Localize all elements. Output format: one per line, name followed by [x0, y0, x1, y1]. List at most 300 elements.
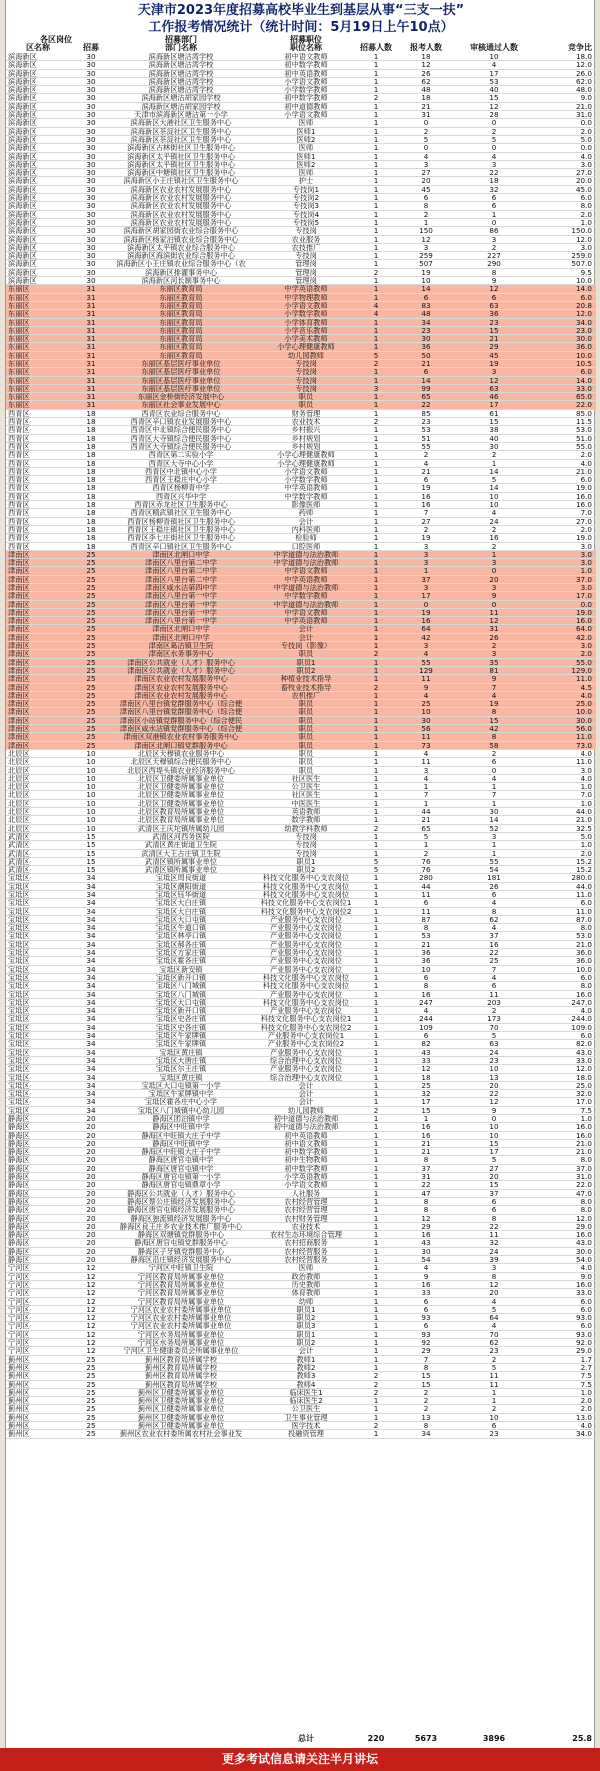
cell-num: 2 — [373, 94, 379, 103]
cell-dept: 宝坻区钰华街道 — [155, 890, 207, 899]
cell-apply: 87 — [421, 915, 431, 924]
cell-dept: 宝坻区牛家牌镇 — [155, 1040, 207, 1049]
cell-num: 1 — [373, 774, 379, 783]
cell-dept: 宝坻区大口屯镇第一小学 — [141, 1081, 221, 1090]
cell-ratio: 16.0 — [575, 501, 592, 510]
cell-post: 职员1 — [296, 857, 316, 866]
cell-apply: 1 — [423, 218, 429, 227]
cell-apply: 8 — [423, 924, 429, 933]
cell-district: 津南区 — [8, 625, 30, 634]
table-row — [6, 186, 596, 194]
cell-quota: 34 — [86, 1056, 96, 1065]
cell-num: 1 — [373, 442, 379, 451]
cell-num: 1 — [373, 799, 379, 808]
cell-post: 专技岗 — [295, 384, 317, 393]
cell-post: 专技岗4 — [292, 210, 320, 219]
cell-quota: 20 — [86, 1156, 96, 1165]
cell-quota: 10 — [86, 783, 96, 792]
table-row — [6, 1148, 596, 1156]
cell-dept: 静海区唐官屯镇中学 — [148, 1156, 214, 1165]
cell-apply: 22 — [421, 401, 431, 410]
cell-post: 小学音乐教师 — [284, 326, 328, 335]
cell-num: 1 — [373, 1164, 379, 1173]
total-pass: 3896 — [482, 1734, 506, 1743]
cell-apply: 19 — [421, 534, 431, 543]
cell-district: 宁河区 — [8, 1272, 30, 1281]
cell-quota: 34 — [86, 1106, 96, 1115]
cell-quota: 10 — [86, 791, 96, 800]
cell-post: 专技岗（影像） — [280, 642, 332, 651]
cell-pass: 18 — [489, 177, 499, 186]
cell-num: 1 — [373, 675, 379, 684]
table-row — [6, 1381, 596, 1389]
cell-ratio: 10.0 — [575, 708, 592, 717]
cell-pass: 7 — [491, 791, 497, 800]
cell-post: 专技岗 — [295, 376, 317, 385]
cell-dept: 宝坻区新开口镇 — [155, 1007, 207, 1016]
cell-apply: 36 — [421, 957, 431, 966]
cell-pass: 2 — [491, 542, 497, 551]
cell-pass: 21 — [489, 335, 499, 344]
cell-pass: 11 — [489, 1372, 499, 1381]
cell-quota: 30 — [86, 69, 96, 78]
cell-num: 1 — [373, 119, 379, 128]
cell-ratio: 85.0 — [575, 409, 592, 418]
cell-quota: 34 — [86, 907, 96, 916]
cell-apply: 11 — [421, 890, 431, 899]
table-row — [6, 1198, 596, 1206]
cell-pass: 7 — [491, 965, 497, 974]
cell-pass: 17 — [489, 401, 499, 410]
cell-pass: 16 — [489, 534, 499, 543]
cell-apply: 25 — [421, 700, 431, 709]
cell-ratio: 2.0 — [580, 127, 592, 136]
cell-num: 1 — [373, 53, 379, 61]
cell-district: 静海区 — [8, 1206, 30, 1215]
cell-quota: 25 — [86, 650, 96, 659]
cell-apply: 109 — [419, 1023, 433, 1032]
cell-district: 津南区 — [8, 584, 30, 592]
cell-apply: 54 — [421, 1256, 431, 1265]
table-row — [6, 1256, 596, 1264]
cell-district: 西青区 — [8, 484, 30, 493]
table-row — [6, 634, 596, 642]
cell-pass: 62 — [489, 1339, 499, 1348]
cell-dept: 西青区第二实验小学 — [148, 451, 214, 460]
cell-dept: 滨海新区农业农村发展服务中心 — [130, 202, 232, 211]
cell-post: 职员2 — [296, 1314, 316, 1323]
cell-district: 滨海新区 — [8, 53, 37, 61]
cell-pass: 4 — [491, 899, 497, 908]
cell-ratio: 27.0 — [575, 517, 592, 526]
cell-ratio: 16.0 — [575, 1131, 592, 1140]
cell-num: 1 — [373, 1222, 379, 1231]
cell-district: 津南区 — [8, 567, 30, 576]
cell-quota: 25 — [86, 600, 96, 609]
cell-district: 静海区 — [8, 1181, 30, 1190]
cell-apply: 11 — [421, 758, 431, 767]
table-row — [6, 916, 596, 924]
cell-dept: 宝坻区牛家牌镇中学 — [148, 1090, 214, 1099]
cell-district: 宝坻区 — [8, 949, 30, 958]
cell-dept: 津南区八里台第二中学 — [145, 567, 217, 576]
cell-dept: 西青区大寺中心小学 — [148, 459, 214, 468]
table-row — [6, 260, 596, 268]
cell-quota: 25 — [86, 592, 96, 601]
cell-num: 1 — [373, 1048, 379, 1057]
cell-pass: 61 — [489, 409, 499, 418]
cell-pass: 31 — [489, 625, 499, 634]
cell-pass: 3 — [491, 559, 497, 568]
cell-dept: 静海区良王庄乡农业技术推广服务中心 — [119, 1222, 243, 1231]
cell-pass: 63 — [489, 301, 499, 310]
cell-post: 医师 — [298, 169, 314, 178]
cell-pass: 6 — [491, 293, 497, 302]
cell-ratio: 8.0 — [580, 1156, 592, 1165]
cell-district: 宝坻区 — [8, 957, 30, 966]
cell-num: 1 — [373, 285, 379, 294]
cell-num: 1 — [373, 1247, 379, 1256]
cell-ratio: 3.0 — [580, 559, 592, 568]
cell-num: 1 — [373, 1065, 379, 1074]
cell-num: 1 — [373, 335, 379, 344]
table-row — [6, 443, 596, 451]
table-row — [6, 625, 596, 633]
table-row — [6, 1430, 596, 1438]
cell-ratio: 7.0 — [580, 509, 592, 518]
cell-quota: 18 — [86, 525, 96, 534]
cell-pass: 1 — [491, 1397, 497, 1406]
cell-apply: 21 — [421, 1139, 431, 1148]
cell-quota: 12 — [86, 1297, 96, 1306]
col-post-header: 职位名称 — [290, 43, 322, 52]
cell-dept: 宝坻区郝各庄镇 — [155, 940, 207, 949]
cell-num: 1 — [373, 849, 379, 858]
cell-num: 1 — [373, 525, 379, 534]
cell-ratio: 13.0 — [575, 1413, 592, 1422]
cell-ratio: 0.0 — [580, 119, 592, 128]
cell-pass: 2 — [491, 749, 497, 758]
cell-pass: 2 — [491, 127, 497, 136]
cell-apply: 48 — [421, 86, 431, 95]
cell-post: 小学心理健康教师 — [277, 459, 335, 468]
table-row — [6, 136, 596, 144]
cell-quota: 25 — [86, 1413, 96, 1422]
cell-quota: 20 — [86, 1222, 96, 1231]
cell-num: 1 — [373, 1280, 379, 1289]
cell-num: 5 — [373, 866, 379, 875]
cell-post: 小学数学教师 — [284, 310, 328, 319]
table-row — [6, 642, 596, 650]
cell-pass: 5 — [491, 1363, 497, 1372]
cell-pass: 4 — [491, 1297, 497, 1306]
cell-post: 产业服务中心支农岗位2 — [267, 1040, 345, 1049]
cell-post: 初中数学教师 — [284, 94, 328, 103]
table-row — [6, 385, 596, 393]
cell-district: 东丽区 — [8, 351, 30, 360]
table-row — [6, 1364, 596, 1372]
cell-apply: 30 — [421, 1247, 431, 1256]
cell-quota: 34 — [86, 882, 96, 891]
cell-num: 1 — [373, 791, 379, 800]
cell-district: 宝坻区 — [8, 990, 30, 999]
cell-num: 2 — [373, 650, 379, 659]
cell-dept: 宝坻区周良街道 — [155, 874, 207, 883]
cell-district: 宝坻区 — [8, 940, 30, 949]
cell-dept: 蓟州区农业农村委所属农村社会事业发 — [119, 1430, 243, 1439]
cell-district: 蓟州区 — [8, 1413, 30, 1422]
cell-quota: 20 — [86, 1139, 96, 1148]
cell-post: 英语教师 — [291, 808, 321, 817]
cell-apply: 6 — [423, 1305, 429, 1314]
table-row — [6, 891, 596, 899]
table-row — [6, 460, 596, 468]
cell-num: 1 — [373, 1314, 379, 1323]
cell-apply: 19 — [421, 484, 431, 493]
cell-num: 1 — [373, 260, 379, 269]
cell-pass: 24 — [489, 1247, 499, 1256]
cell-quota: 34 — [86, 982, 96, 991]
cell-dept: 西青区王稳庄镇社区卫生服务中心 — [127, 525, 235, 534]
cell-post: 职员2 — [296, 1339, 316, 1348]
cell-num: 2 — [373, 1421, 379, 1430]
cell-district: 静海区 — [8, 1148, 30, 1157]
cell-apply: 27 — [421, 169, 431, 178]
cell-dept: 滨海新区农业农村发展服务中心 — [130, 194, 232, 203]
cell-apply: 0 — [423, 119, 429, 128]
cell-dept: 宝坻区大唐庄镇 — [155, 1056, 207, 1065]
cell-ratio: 15.2 — [575, 857, 592, 866]
cell-dept: 津南区双港镇农业农村事务服务中心 — [123, 733, 239, 742]
cell-post: 职员 — [298, 700, 314, 709]
cell-num: 1 — [373, 758, 379, 767]
cell-post: 中学英语教师 — [284, 617, 328, 626]
cell-apply: 93 — [421, 1330, 431, 1339]
group-post-header: 招募职位 — [290, 35, 322, 44]
cell-district: 北辰区 — [8, 766, 30, 775]
cell-post: 幼儿园教师 — [288, 351, 324, 360]
cell-post: 综合治理中心支农岗位 — [270, 1073, 342, 1082]
cell-dept: 蓟州区卫健委所属事业单位 — [137, 1397, 225, 1406]
cell-ratio: 5.0 — [580, 832, 592, 841]
cell-pass: 23 — [489, 318, 499, 327]
table-row — [6, 1331, 596, 1339]
cell-ratio: 82.0 — [575, 1040, 592, 1049]
cell-post: 专技岗 — [295, 832, 317, 841]
cell-apply: 21 — [421, 816, 431, 825]
cell-dept: 滨海新区塘沽胡家园学校 — [141, 102, 221, 111]
cell-pass: 63 — [489, 384, 499, 393]
cell-quota: 25 — [86, 1363, 96, 1372]
total-row — [6, 1734, 596, 1744]
cell-pass: 22 — [489, 1090, 499, 1099]
table-row — [6, 103, 596, 111]
cell-district: 宁河区 — [8, 1314, 30, 1323]
cell-quota: 18 — [86, 442, 96, 451]
cell-quota: 30 — [86, 102, 96, 111]
cell-pass: 3 — [491, 1264, 497, 1273]
cell-quota: 25 — [86, 584, 96, 592]
cell-district: 津南区 — [8, 617, 30, 626]
cell-dept: 津南区水务事务中心 — [148, 650, 214, 659]
cell-post: 科技文化服务中心支农岗位 — [262, 973, 350, 982]
cell-dept: 滨海新区小王庄镇社区卫生服务中心 — [123, 177, 239, 186]
cell-num: 1 — [373, 1081, 379, 1090]
cell-district: 北辰区 — [8, 749, 30, 758]
cell-ratio: 4.0 — [580, 1007, 592, 1016]
table-row — [6, 484, 596, 492]
cell-quota: 18 — [86, 434, 96, 443]
cell-ratio: 14.0 — [575, 285, 592, 294]
cell-dept: 宁河区教育局所属事业单位 — [137, 1297, 225, 1306]
cell-ratio: 14.0 — [575, 376, 592, 385]
cell-quota: 20 — [86, 1189, 96, 1198]
table-row — [6, 1181, 596, 1189]
cell-dept: 津南区八里台第二中学 — [145, 575, 217, 584]
table-row — [6, 833, 596, 841]
cell-post: 中学英语教师 — [284, 484, 328, 493]
cell-ratio: 17.0 — [575, 1098, 592, 1107]
cell-post: 专技岗2 — [292, 194, 320, 203]
cell-pass: 0 — [491, 567, 497, 576]
cell-post: 乡村规划 — [291, 442, 321, 451]
cell-post: 农村经营服务 — [284, 1247, 328, 1256]
cell-district: 西青区 — [8, 459, 30, 468]
cell-apply: 3 — [423, 559, 429, 568]
cell-dept: 滨海新区河长制事务中心 — [141, 277, 221, 286]
cell-post: 产业服务中心支农岗位 — [270, 965, 342, 974]
cell-num: 1 — [373, 1148, 379, 1157]
cell-ratio: 20.8 — [575, 301, 592, 310]
table-row — [6, 659, 596, 667]
total-apply: 5673 — [414, 1734, 438, 1743]
cell-num: 1 — [373, 575, 379, 584]
cell-dept: 蓟州区教育局所属学校 — [145, 1363, 217, 1372]
cell-post: 医师 — [298, 1264, 314, 1273]
cell-pass: 11 — [489, 990, 499, 999]
cell-pass: 290 — [487, 260, 501, 269]
cell-ratio: 12.0 — [575, 61, 592, 70]
cell-apply: 129 — [419, 666, 433, 675]
col-ratio-header: 竞争比 — [568, 43, 592, 52]
table-row — [6, 1098, 596, 1106]
cell-quota: 20 — [86, 1181, 96, 1190]
cell-post: 初中道德与法治教师 — [273, 1115, 339, 1123]
table-row — [6, 1322, 596, 1330]
cell-num: 1 — [373, 1322, 379, 1331]
cell-apply: 8 — [423, 982, 429, 991]
cell-dept: 宝坻区牛道口镇 — [155, 924, 207, 933]
cell-dept: 宁河区教育局所属事业单位 — [137, 1289, 225, 1298]
cell-post: 科技文化服务中心支农岗位 — [262, 882, 350, 891]
cell-dept: 津南区公共就业（人才）服务中心 — [127, 658, 235, 667]
cell-pass: 1 — [491, 783, 497, 792]
cell-num: 1 — [373, 890, 379, 899]
cell-post: 专技岗5 — [292, 218, 320, 227]
cell-quota: 31 — [86, 335, 96, 344]
cell-post: 初中道德教师 — [284, 102, 328, 111]
cell-apply: 3 — [423, 642, 429, 651]
cell-ratio: 11.0 — [575, 890, 592, 899]
cell-dept: 滨海新区塘沽湾学校 — [148, 53, 214, 61]
cell-quota: 34 — [86, 874, 96, 883]
cell-ratio: 48.0 — [575, 86, 592, 95]
cell-quota: 34 — [86, 957, 96, 966]
cell-ratio: 4.0 — [580, 1421, 592, 1430]
cell-num: 1 — [373, 492, 379, 501]
table-row — [6, 576, 596, 584]
cell-pass: 8 — [491, 268, 497, 277]
cell-num: 1 — [373, 1272, 379, 1281]
cell-quota: 30 — [86, 160, 96, 169]
cell-num: 1 — [373, 227, 379, 236]
table-row — [6, 767, 596, 775]
cell-dept: 蓟州区卫健委所属事业单位 — [137, 1421, 225, 1430]
cell-pass: 4 — [491, 691, 497, 700]
cell-dept: 静海区唐官屯镇经济发展服务中心 — [127, 1206, 235, 1215]
cell-district: 津南区 — [8, 733, 30, 742]
table-row — [6, 177, 596, 185]
cell-dept: 宝坻区霍各庄镇 — [155, 957, 207, 966]
cell-quota: 20 — [86, 1256, 96, 1265]
cell-apply: 10 — [421, 965, 431, 974]
cell-dept: 宝坻区黄庄镇 — [159, 1073, 203, 1082]
table-row — [6, 335, 596, 343]
cell-ratio: 6.0 — [580, 899, 592, 908]
cell-apply: 34 — [421, 1430, 431, 1439]
cell-ratio: 21.0 — [575, 940, 592, 949]
cell-num: 1 — [373, 277, 379, 286]
cell-num: 1 — [373, 1131, 379, 1140]
cell-ratio: 6.0 — [580, 1032, 592, 1041]
table-row — [6, 957, 596, 965]
table-row — [6, 78, 596, 86]
cell-post: 人社服务 — [291, 1189, 321, 1198]
cell-ratio: 7.5 — [580, 1372, 592, 1381]
cell-quota: 34 — [86, 1023, 96, 1032]
cell-pass: 8 — [491, 708, 497, 717]
cell-district: 西青区 — [8, 434, 30, 443]
cell-quota: 20 — [86, 1173, 96, 1182]
cell-district: 宝坻区 — [8, 1015, 30, 1024]
cell-quota: 30 — [86, 194, 96, 203]
cell-quota: 25 — [86, 608, 96, 617]
cell-quota: 31 — [86, 351, 96, 360]
table-row — [6, 1264, 596, 1272]
cell-quota: 12 — [86, 1264, 96, 1273]
cell-district: 宝坻区 — [8, 907, 30, 916]
cell-district: 西青区 — [8, 418, 30, 427]
table-row — [6, 1339, 596, 1347]
cell-district: 西青区 — [8, 476, 30, 485]
cell-post: 专技岗 — [295, 849, 317, 858]
cell-pass: 15 — [489, 1139, 499, 1148]
cell-post: 职员 — [298, 758, 314, 767]
cell-ratio: 11.0 — [575, 758, 592, 767]
cell-apply: 1 — [423, 783, 429, 792]
cell-post: 科技文化服务中心支农岗位 — [262, 998, 350, 1007]
cell-post: 专技岗 — [295, 359, 317, 368]
cell-district: 宁河区 — [8, 1322, 30, 1331]
cell-post: 专技岗 — [295, 841, 317, 850]
cell-pass: 5 — [491, 1032, 497, 1041]
cell-ratio: 3.0 — [580, 584, 592, 592]
cell-dept: 宝坻区八门城镇中心幼儿园 — [137, 1106, 225, 1115]
cell-pass: 2 — [491, 1355, 497, 1364]
cell-quota: 15 — [86, 866, 96, 875]
table-row — [6, 601, 596, 609]
cell-pass: 55 — [489, 857, 499, 866]
